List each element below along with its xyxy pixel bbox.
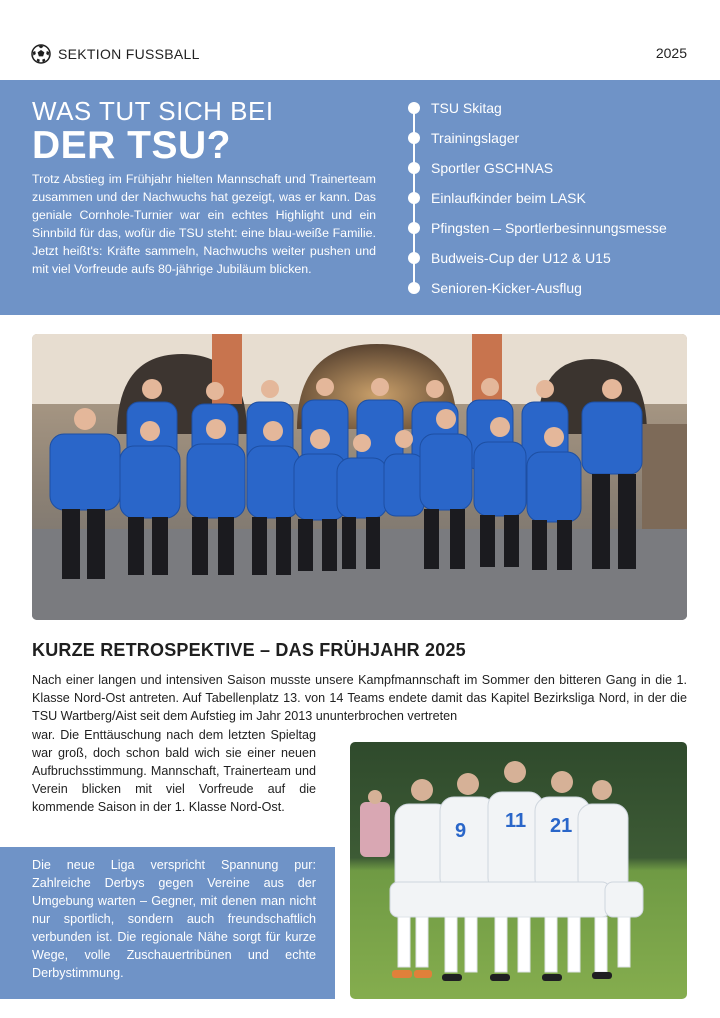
hero-title-line2: DER TSU? xyxy=(32,124,231,167)
timeline-label: TSU Skitag xyxy=(431,100,502,116)
section-header xyxy=(31,44,200,64)
timeline-label: Senioren-Kicker-Ausflug xyxy=(431,280,582,296)
timeline-item xyxy=(405,250,611,266)
timeline-label: Pfingsten – Sportlerbesinnungsmesse xyxy=(431,220,667,236)
timeline-label: Budweis-Cup der U12 & U15 xyxy=(431,250,611,266)
timeline-dot xyxy=(408,282,420,294)
timeline-dot xyxy=(408,132,420,144)
timeline-item xyxy=(405,280,582,296)
timeline-item xyxy=(405,160,553,176)
timeline-dot xyxy=(408,222,420,234)
timeline-label: Trainingslager xyxy=(431,130,520,146)
soccer-ball-icon xyxy=(31,44,51,64)
highlight-box xyxy=(0,847,335,999)
team-photo xyxy=(32,334,687,620)
huddle-photo xyxy=(350,742,687,999)
section-label: SEKTION FUSSBALL xyxy=(58,46,200,62)
timeline-label: Einlaufkinder beim LASK xyxy=(431,190,586,206)
timeline-item xyxy=(405,100,502,116)
svg-text:21: 21 xyxy=(550,815,573,837)
svg-text:11: 11 xyxy=(505,810,527,832)
timeline-dot xyxy=(408,102,420,114)
timeline-item xyxy=(405,130,519,146)
timeline-dot xyxy=(408,252,420,264)
hero-title-line1: WAS TUT SICH BEI xyxy=(32,96,274,126)
timeline-item xyxy=(405,220,667,236)
article-paragraph-full: Nach einer langen und intensiven Saison musste unsere Kampfmannschaft im Sommer den bitteren Gang in die 1. Klasse Nord-Ost antreten. Auf Tabellenplatz 13. von 14 Teams endete damit das Kapitel Bezirksliga Nord, in der die TSU Wartberg/Aist seit dem Aufstieg im Jahr 2013 ununterbrochen vertreten xyxy=(32,673,687,723)
timeline-dot xyxy=(408,192,420,204)
svg-text:9: 9 xyxy=(455,820,467,842)
timeline xyxy=(405,95,705,305)
article-title: KURZE RETROSPEKTIVE – DAS FRÜHJAHR 2025 xyxy=(32,640,466,660)
highlight-box-text: Die neue Liga verspricht Spannung pur: Zahlreiche Derbys gegen Vereine aus der Umgebung warten – Gegner, mit denen man nicht nur sportlich, sondern auch freundschaftlich verbunden ist. Die regionale Nähe sorgt für kurze Wege, volle Zuschauertribünen und echte Derbystimmung. xyxy=(32,858,316,980)
timeline-item xyxy=(405,190,586,206)
hero-banner xyxy=(0,80,720,315)
article-paragraph-narrow: war. Die Enttäuschung nach dem letzten Spieltag war groß, doch schon bald wich sie einer neuen Aufbruchsstimmung. Mannschaft, Trainerteam und Verein blicken mit viel Vorfreude auf die kommende Saison in der 1. Klasse Nord-Ost. xyxy=(32,728,316,814)
timeline-label: Sportler GSCHNAS xyxy=(431,160,554,176)
header-year: 2025 xyxy=(655,45,687,61)
timeline-dot xyxy=(408,162,420,174)
hero-intro: Trotz Abstieg im Frühjahr hielten Mannschaft und Trainerteam zusammen und der Nachwuchs hat gezeigt, was er kann. Das geniale Cornhole-Turnier war ein echtes Highlight und ein Sinnbild für das, wofür die TSU steht: eine blau-weiße Familie. Jetzt heißt's: Kräfte sammeln, Nachwuchs weiter pushen und mit viel Vorfreude aufs 80-jährige Jubiläum blicken. xyxy=(32,172,376,276)
